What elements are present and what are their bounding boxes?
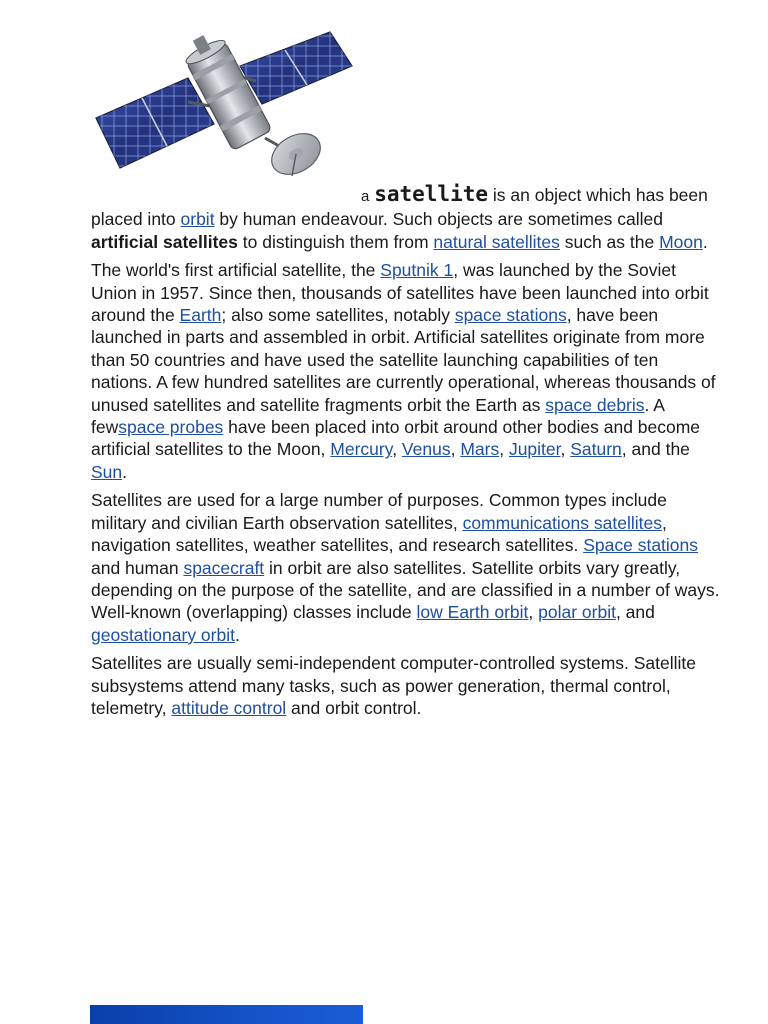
link-jupiter[interactable]: Jupiter xyxy=(508,439,561,460)
link-earth[interactable]: Earth xyxy=(179,305,222,326)
text-fragment: in orbit are also satellites. Satellite orbits vary greatly, depending on the purpose of the satellite, and are classified in a number of ways. Well-known (overlapping) classes include xyxy=(91,557,720,623)
text-fragment: , xyxy=(560,439,571,460)
link-attitude-control[interactable]: attitude control xyxy=(171,697,287,718)
solar-panel-right xyxy=(238,32,352,104)
text-fragment: and human xyxy=(91,557,184,578)
history-paragraph xyxy=(91,259,721,483)
text-fragment: ; also some satellites, notably xyxy=(221,305,455,326)
lead-paragraph xyxy=(91,183,721,253)
link-geostationary-orbit[interactable]: geostationary orbit xyxy=(91,624,235,645)
text-fragment: , have been launched in parts and assembled in orbit. Artificial satellites originate from more than 50 countries and have used the satellite launching capabilities of ten nations. A few hundred satellites are currently operational, whereas thousands of unused satellites and satellite fragments orbit the Earth as xyxy=(91,305,716,415)
link-orbit[interactable]: orbit xyxy=(180,209,215,230)
text-fragment: Satellites are usually semi-independent computer-controlled systems. Satellite subsystems attend many tasks, such as power generation, thermal control, telemetry, xyxy=(91,653,697,718)
bold-term: artificial satellites xyxy=(91,231,238,252)
text-fragment: such as the xyxy=(559,231,660,252)
text-fragment: to distinguish them from xyxy=(237,231,434,252)
text-fragment: , xyxy=(528,602,539,623)
article-term: satellite xyxy=(374,182,489,206)
text-fragment: , and xyxy=(615,602,655,623)
satellite-image xyxy=(90,26,360,191)
text-fragment: Satellites are used for a large number of purposes. Common types include military and civilian Earth observation satellites, xyxy=(91,490,667,533)
link-venus[interactable]: Venus xyxy=(401,439,451,460)
link-space-probes[interactable]: space probes xyxy=(118,417,224,438)
link-sun[interactable]: Sun xyxy=(91,461,123,482)
link-moon[interactable]: Moon xyxy=(659,231,703,252)
purposes-paragraph xyxy=(91,489,721,646)
text-fragment: . xyxy=(234,624,240,645)
link-natural-satellites[interactable]: natural satellites xyxy=(433,231,560,252)
text-fragment: and orbit control. xyxy=(286,697,422,718)
text-fragment: , xyxy=(392,439,402,460)
footer-color-bar xyxy=(90,1005,363,1024)
text-fragment: , navigation satellites, weather satellites, and research satellites. xyxy=(91,512,667,556)
article-body xyxy=(91,183,721,725)
text-fragment: is an object which has been placed into xyxy=(91,185,708,230)
link-spacecraft[interactable]: spacecraft xyxy=(183,557,265,578)
dish-antenna xyxy=(264,125,327,182)
text-fragment: . xyxy=(122,461,128,482)
link-saturn[interactable]: Saturn xyxy=(570,439,622,460)
link-mercury[interactable]: Mercury xyxy=(330,439,393,460)
text-fragment: by human endeavour. Such objects are sometimes called xyxy=(214,209,664,230)
text-fragment: . xyxy=(702,231,708,252)
link-low-earth-orbit[interactable]: low Earth orbit xyxy=(416,602,529,623)
text-fragment: , xyxy=(450,439,461,460)
link-sputnik-1[interactable]: Sputnik 1 xyxy=(380,260,454,281)
link-polar-orbit[interactable]: polar orbit xyxy=(538,602,616,623)
link-space-stations-2[interactable]: Space stations xyxy=(583,535,699,556)
link-space-debris[interactable]: space debris xyxy=(545,394,645,415)
text-fragment: The world's first artificial satellite, the xyxy=(91,260,381,281)
solar-panel-left xyxy=(96,78,214,168)
lead-prefix: a xyxy=(361,188,370,205)
text-fragment: . A few xyxy=(91,394,664,438)
text-fragment: , xyxy=(499,439,509,460)
subsystems-paragraph xyxy=(91,652,721,719)
link-space-stations[interactable]: space stations xyxy=(454,305,567,326)
text-fragment: , and the xyxy=(621,439,690,460)
text-fragment: have been placed into orbit around other bodies and become artificial satellites to the Moon, xyxy=(91,417,701,460)
text-fragment: , was launched by the Soviet Union in 1957. Since then, thousands of satellites have been launched into orbit around the xyxy=(91,260,709,326)
link-mars[interactable]: Mars xyxy=(460,439,500,460)
link-communications-satellites[interactable]: communications satellites xyxy=(462,512,662,533)
